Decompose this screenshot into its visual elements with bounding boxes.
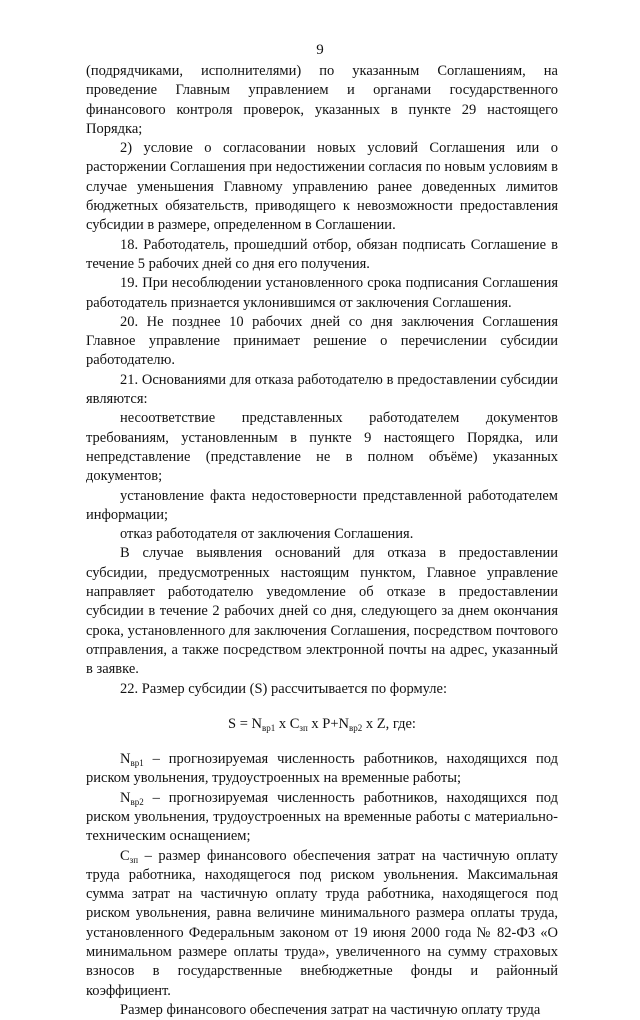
document-body [86,62,558,1020]
paragraph-18: 18. Работодатель, прошедший отбор, обязан подписать Соглашение в течение 5 рабочих дней со дня его получения. [86,236,558,272]
formula-subscript: зп [299,722,308,733]
refusal-ground-3: отказ работодателя от заключения Соглашения. [120,526,414,543]
refusal-notification: В случае выявления оснований для отказа в предоставлении субсидии, предусмотренных настоящим пунктом, Главное управление направляет работодателю уведомление об отказе в предоставлении субсидии в течение 2 рабочих дней со дня, следующего за днем окончания срока, установленного для заключения Соглашения, посредством почтового отправления, а также посредством электронной почты на адрес, указанный в заявке. [86,545,558,678]
formula-part: S = N [228,715,262,732]
formula-subscript: вр2 [349,722,363,733]
paragraph-continuation: (подрядчиками, исполнителями) по указанным Соглашениям, на проведение Главным управлением и органами государственного финансового контроля проверок, указанных в пункте 29 настоящего Порядка; [86,63,558,137]
formula-subscript: вр1 [262,722,276,733]
definition-subscript: вр1 [130,758,144,769]
paragraph-21: 21. Основаниями для отказа работодателю в предоставлении субсидии являются: [86,371,558,408]
definition-subscript: вр2 [130,796,144,807]
paragraph-item-2: 2) условие о согласовании новых условий Соглашения или о расторжении Соглашения при недостижении согласия по новым условиям в случае уменьшения Главному управлению ранее доведенных лимитов бюджетных обязательств, приводящего к невозможности предоставления субсидии в размере, определенном в Соглашении. [86,140,558,234]
paragraph-22: 22. Размер субсидии (S) рассчитывается по формуле: [120,680,447,697]
refusal-ground-1: несоответствие представленных работодателем документов требованиям, установленным в пункте 9 настоящего Порядка, или непредставление (представление не в полном объёме) указанных документов; [86,410,558,485]
definition-text: – прогнозируемая численность работников, находящихся под риском увольнения, трудоустроенных на временные работы с материально-техническим оснащением; [86,789,558,845]
formula-part: x Z, где: [362,715,416,732]
paragraph-20: 20. Не позднее 10 рабочих дней со дня заключения Соглашения Главное управление принимает решение о перечислении субсидии работодателю. [86,313,558,369]
page-number: 9 [316,42,324,58]
paragraph-19: 19. При несоблюдении установленного срока подписания Соглашения работодатель признается уклонившимся от заключения Соглашения. [86,275,558,311]
definition-text: – размер финансового обеспечения затрат на частичную оплату труда работника, находящегося под риском увольнения. Максимальная сумма затрат на частичную оплату труда работника, находящегося под риском увольнения, равна величине минимального размера оплаты труда, установленного Федеральным законом от 19 июня 2000 года № 82-ФЗ «О минимальном размере оплаты труда», увеличенного на сумму страховых взносов в государственные внебюджетные фонды и районный коэффициент. [86,847,558,999]
definition-text: – прогнозируемая численность работников, находящихся под риском увольнения, трудоустроенных на временные работы; [86,751,558,787]
definition-czp [86,847,558,1001]
definition-symbol: N [120,751,131,768]
refusal-ground-2: установление факта недостоверности представленной работодателем информации; [86,487,558,523]
definition-nvr2 [86,789,558,847]
definition-symbol: N [120,789,131,806]
formula-part: x C [275,715,300,732]
paragraph-financing-size: Размер финансового обеспечения затрат на частичную оплату труда [120,1001,541,1018]
definition-nvr1 [86,750,558,789]
formula-part: x P+N [307,715,350,732]
definition-symbol: C [120,847,130,864]
definition-subscript: зп [129,854,139,865]
subsidy-formula [86,715,558,734]
